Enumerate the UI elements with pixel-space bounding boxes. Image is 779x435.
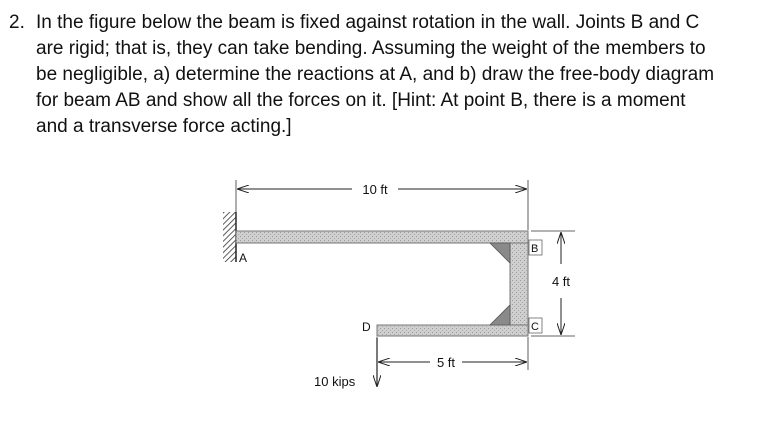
label-point-d: D — [362, 320, 371, 334]
dim-label-top: 10 ft — [362, 182, 388, 197]
dim-label-right: 4 ft — [551, 274, 571, 289]
problem-line: In the figure below the beam is fixed against rotation in the wall. Joints B and C — [36, 12, 700, 33]
beam-ab — [236, 231, 528, 243]
problem-line: be negligible, a) determine the reactions at A, and b) draw the free-body diagram — [36, 64, 715, 85]
label-point-c: C — [531, 321, 539, 333]
label-point-a: A — [239, 251, 248, 265]
problem-number: 2. — [9, 12, 25, 33]
beam-cd — [377, 325, 528, 336]
gusset-c — [490, 305, 510, 325]
problem-line: are rigid; that is, they can take bending. Assuming the weight of the members to — [36, 38, 706, 59]
gusset-b — [490, 243, 510, 263]
label-point-b: B — [531, 243, 539, 255]
wall-hatch — [223, 212, 236, 262]
problem-line: and a transverse force acting.] — [36, 116, 292, 137]
member-bc — [510, 243, 528, 325]
load-label: 10 kips — [314, 374, 356, 389]
problem-line: for beam AB and show all the forces on it. [Hint: At point B, there is a moment — [36, 90, 686, 111]
dim-label-bottom: 5 ft — [436, 355, 456, 370]
